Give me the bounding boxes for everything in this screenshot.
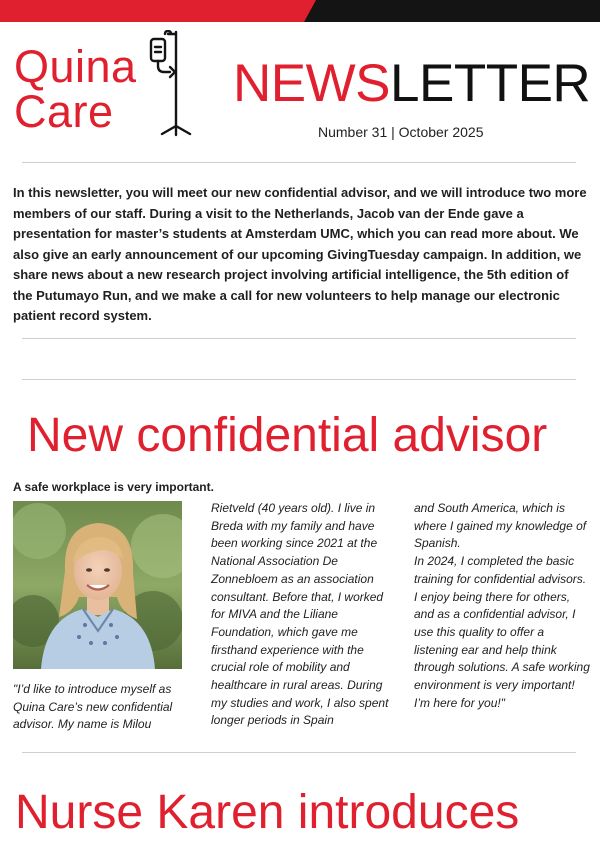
logo-wordmark (14, 41, 137, 137)
divider (22, 338, 576, 339)
article-column-1 (13, 681, 185, 734)
column-3-text-a: and South America, which is where I gained my knowledge of Spanish. (414, 501, 587, 551)
column-3-text-c: I’m here for you!" (414, 695, 505, 710)
logo-line-1: Quina (14, 41, 137, 92)
divider (22, 752, 576, 753)
section-heading-confidential-advisor: New confidential advisor (27, 409, 548, 462)
article-column-2 (211, 500, 391, 730)
title-news: NEWS (233, 54, 390, 113)
column-3-text-b: In 2024, I completed the basic training for confidential advisors. I enjoy being there for others, and as a confidential advisor, I use this quality to offer a listening ear and help think through solutions. A safe working environment is very important! (414, 554, 590, 693)
article-column-3 (414, 500, 590, 712)
section-heading-nurse-karen: Nurse Karen introduces (15, 786, 520, 839)
newsletter-title (233, 56, 590, 112)
section-lead: A safe workplace is very important. (13, 480, 214, 494)
issue-info: Number 31 | October 2025 (318, 124, 484, 140)
advisor-photo (13, 501, 182, 669)
column-1-text: "I’d like to introduce myself as Quina Care’s new confidential advisor. My name is Milou (13, 682, 173, 732)
top-bar-dark (304, 0, 600, 22)
divider (22, 162, 576, 163)
column-2-text: Rietveld (40 years old). I live in Breda with my family and have been working since 2021 at the National Association De Zonnebloem as an association consultant. Before that, I worked for MIVA and the Liliane Foundation, which gave me firsthand experience with the crucial role of mobility and healthcare in rural areas. During my studies and work, I also spent longer periods in Spain (211, 501, 389, 728)
divider (22, 379, 576, 380)
intro-paragraph: In this newsletter, you will meet our new confidential advisor, and we will introduce two more members of our staff. During a visit to the Netherlands, Jacob van der Ende gave a presentation for master’s students at Amsterdam UMC, which you can read more about. We also give an early announcement of our upcoming GivingTuesday campaign. In addition, we share news about a new research project involving artificial intelligence, the 5th edition of the Putumayo Run, and we make a call for new volunteers to help manage our electronic patient record system. (13, 185, 587, 323)
logo-line-2: Care (14, 86, 114, 137)
iv-stand-icon (148, 30, 193, 138)
title-letter: LETTER (390, 54, 591, 113)
top-color-bar (0, 0, 600, 22)
